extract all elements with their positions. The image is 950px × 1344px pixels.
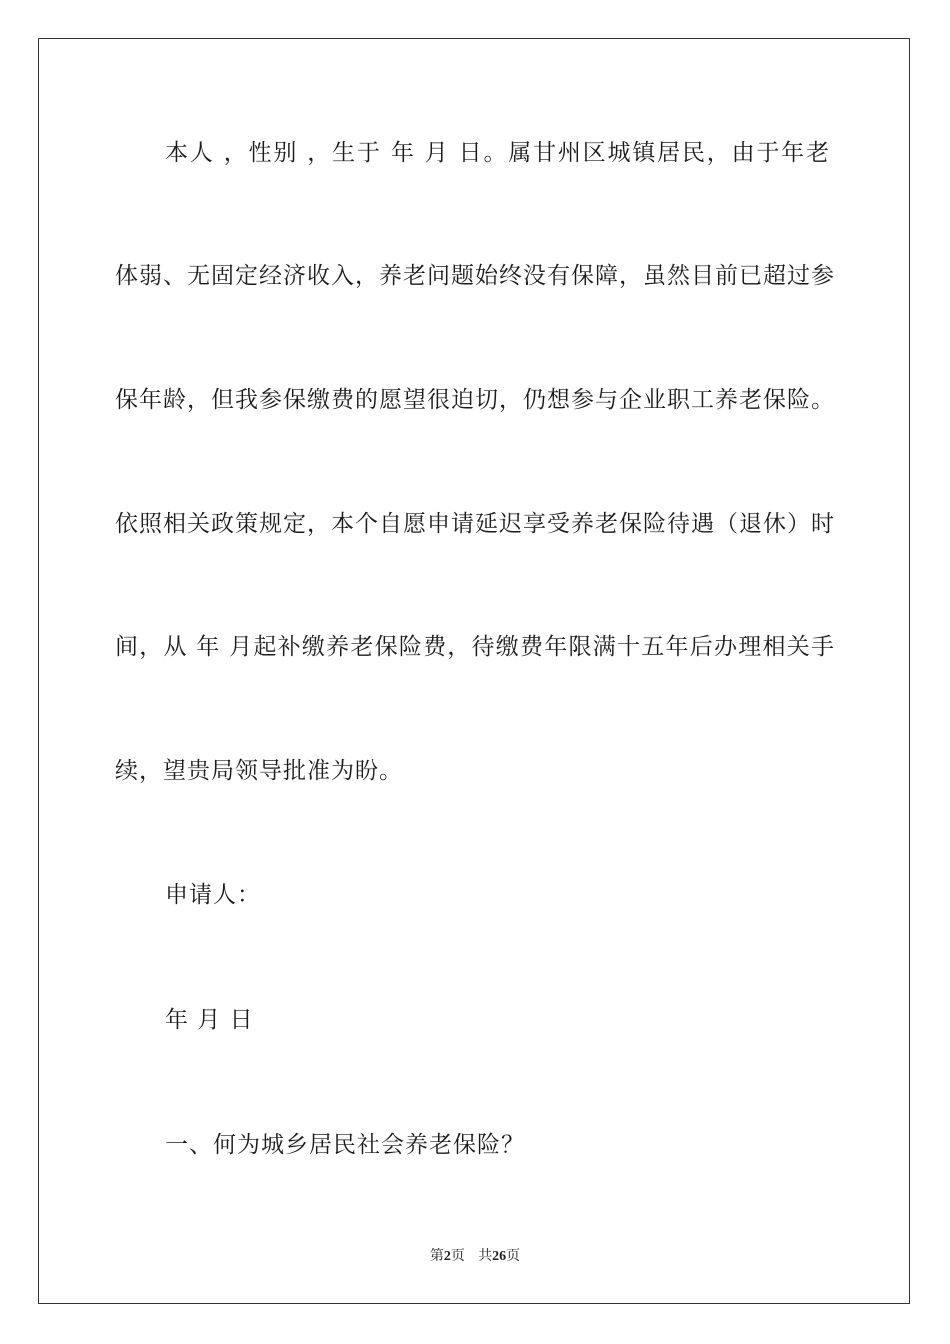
- paragraph-line-2: 体弱、无固定经济收入，养老问题始终没有保障，虽然目前已超过参: [115, 263, 835, 289]
- paragraph-line-5: 间，从 年 月起补缴养老保险费，待缴费年限满十五年后办理相关手: [115, 634, 835, 660]
- page-border: [38, 38, 910, 1304]
- page-prefix: 第: [429, 1248, 444, 1264]
- paragraph-line-6: 续，望贵局领导批准为盼。: [115, 758, 403, 784]
- paragraph-line-1: 本人 ，性别 ，生于 年 月 日。属甘州区城镇居民，由于年老: [165, 140, 830, 166]
- page-suffix: 页: [450, 1248, 465, 1264]
- paragraph-line-4: 依照相关政策规定，本个自愿申请延迟享受养老保险待遇（退休）时: [115, 511, 835, 537]
- total-suffix: 页: [506, 1248, 521, 1264]
- page-footer: [0, 1246, 950, 1267]
- applicant-label: 申请人：: [165, 882, 261, 908]
- total-prefix: 共: [478, 1248, 493, 1264]
- section-heading: 一、何为城乡居民社会养老保险？: [165, 1132, 525, 1158]
- total-pages: 26: [492, 1249, 507, 1264]
- date-line: 年 月 日: [165, 1007, 254, 1033]
- paragraph-line-3: 保年龄，但我参保缴费的愿望很迫切，仍想参与企业职工养老保险。: [115, 387, 835, 413]
- page-number: 2: [443, 1249, 451, 1264]
